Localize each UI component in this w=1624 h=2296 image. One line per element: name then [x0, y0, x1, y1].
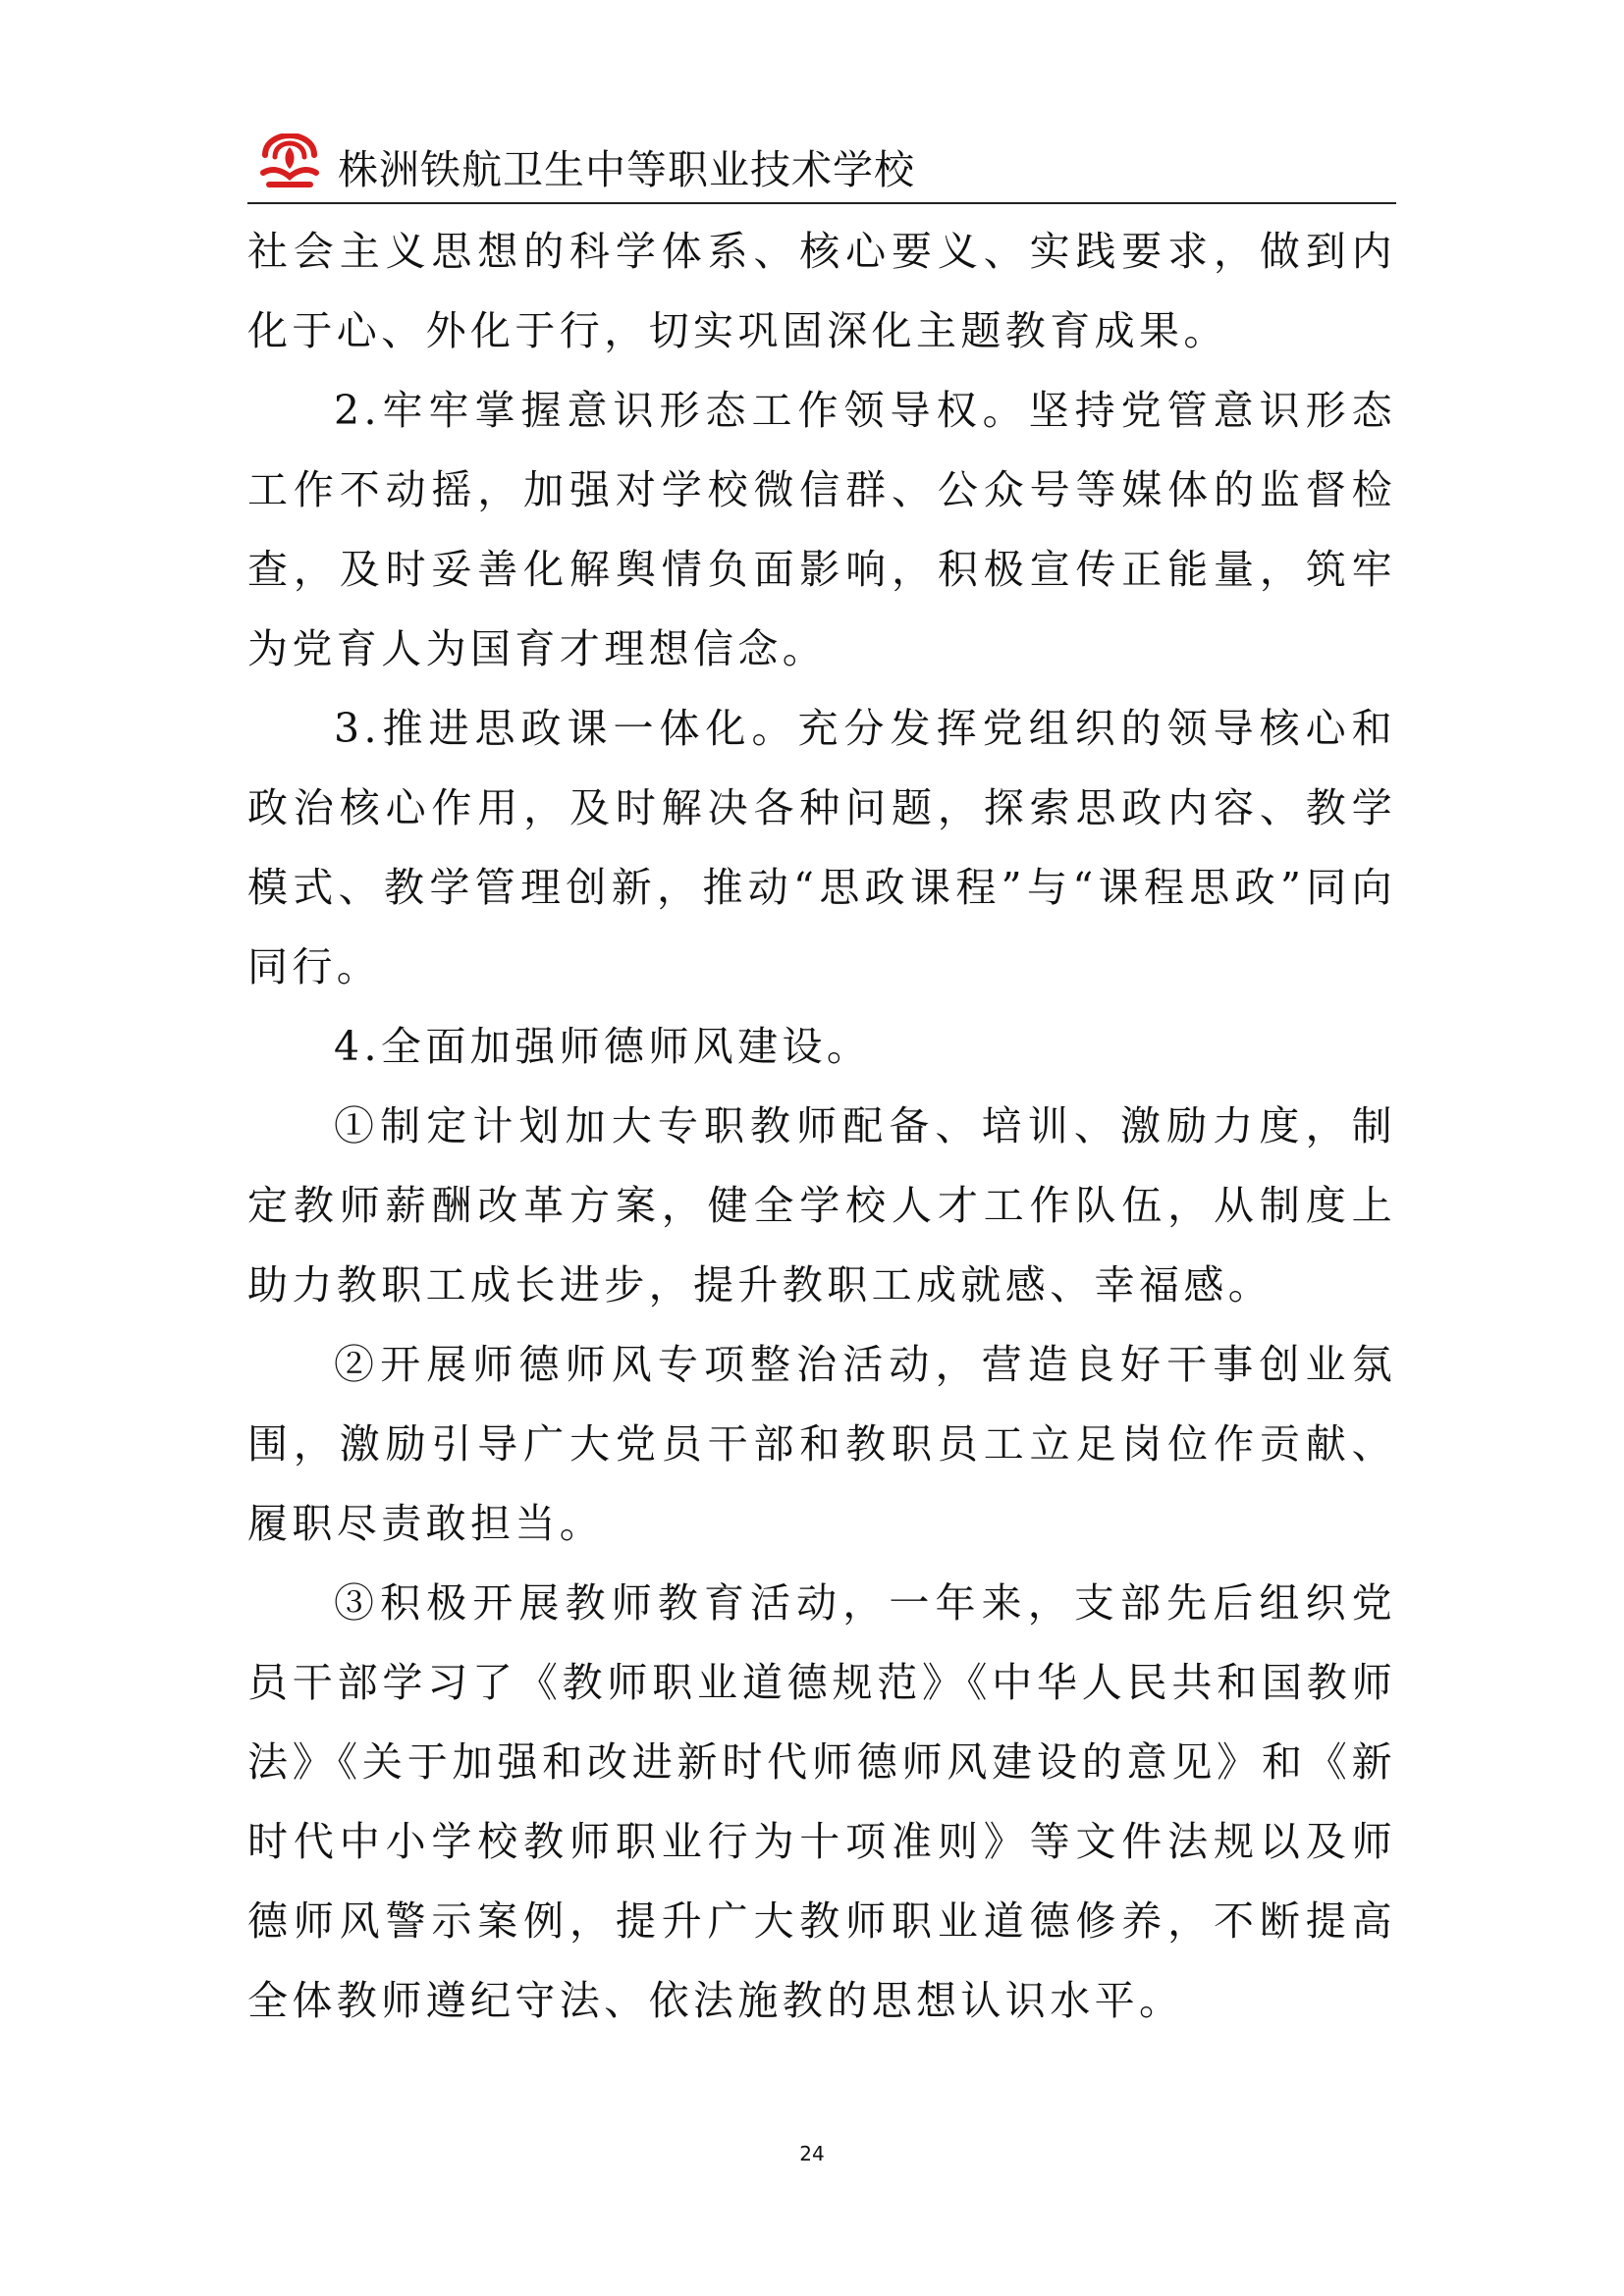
paragraph-item-4: 4.全面加强师德师风建设。 — [334, 1023, 872, 1070]
paragraph-continuation: 社会主义思想的科学体系、核心要义、实践要求，做到内化于心、外化于行，切实巩固深化主题教育成果。 — [247, 228, 1396, 354]
paragraph-subitem-1: ①制定计划加大专职教师配备、培训、激励力度，制定教师薪酬改革方案，健全学校人才工作队伍，从制度上助力教职工成长进步，提升教职工成就感、幸福感。 — [247, 1102, 1396, 1308]
paragraph-item-2: 2.牢牢掌握意识形态工作领导权。坚持党管意识形态工作不动摇，加强对学校微信群、公众号等媒体的监督检查，及时妥善化解舆情负面影响，积极宣传正能量，筑牢为党育人为国育才理想信念。 — [247, 387, 1396, 672]
paragraph-item-3: 3.推进思政课一体化。充分发挥党组织的领导核心和政治核心作用，及时解决各种问题，探索思政内容、教学模式、教学管理创新，推动“思政课程”与“课程思政”同向同行。 — [247, 705, 1396, 990]
page-number: 24 — [799, 2142, 825, 2165]
document-body — [247, 212, 1396, 2041]
school-name: 株洲铁航卫生中等职业技术学校 — [338, 146, 915, 193]
paragraph-subitem-3: ③积极开展教师教育活动，一年来，支部先后组织党员干部学习了《教师职业道德规范》《中华人民共和国教师法》《关于加强和改进新时代师德师风建设的意见》和《新时代中小学校教师职业行为十项准则》等文件法规以及师德师风警示案例，提升广大教师职业道德修养，不断提高全体教师遵纪守法、依法施教的思想认识水平。 — [247, 1579, 1396, 2024]
paragraph-subitem-2: ②开展师德师风专项整治活动，营造良好干事创业氛围，激励引导广大党员干部和教职员工立足岗位作贡献、履职尽责敢担当。 — [247, 1341, 1396, 1547]
page-header — [247, 126, 1396, 204]
school-emblem-icon — [257, 133, 322, 192]
